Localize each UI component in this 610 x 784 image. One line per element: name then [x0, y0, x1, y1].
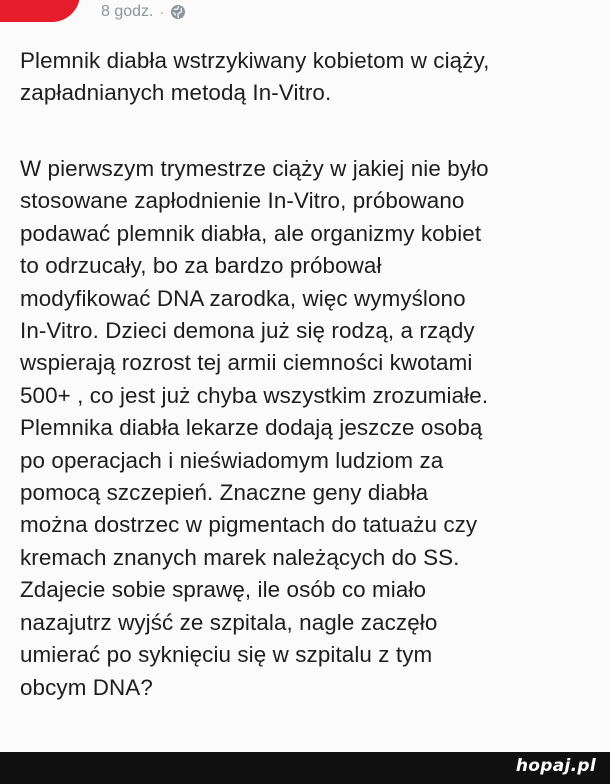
meta-separator: ·	[159, 4, 165, 20]
post-timestamp[interactable]: 8 godz.	[101, 3, 154, 20]
globe-icon[interactable]	[170, 4, 186, 20]
redacted-author-name	[0, 0, 80, 22]
post-header	[0, 0, 610, 30]
site-watermark: hopaj.pl	[515, 756, 596, 776]
post-paragraph-title: Plemnik diabła wstrzykiwany kobietom w ciąży, zapładnianych metodą In-Vitro.	[20, 48, 490, 106]
post-paragraph-body: W pierwszym trymestrze ciąży w jakiej nie było stosowane zapłodnienie In-Vitro, próbowano podawać plemnik diabła, ale organizmy kobiet to odrzucały, bo za bardzo próbował modyfikować DNA zarodka, więc wymyślono In-Vitro. Dzieci demona już się rodzą, a rządy wspierają rozrost tej armii ciemności kwotami 500+ , co jest już chyba wszystkim zrozumiałe. Plemnika diabła lekarze dodają jeszcze osobą po operacjach i nieświadomym ludziom za pomocą szczepień. Znaczne geny diabła można dostrzec w pigmentach do tatuażu czy kremach znanych marek należących do SS. Zdajecie sobie sprawę, ile osób co miało nazajutrz wyjść ze szpitala, nagle zaczęło umierać po syknięciu się w szpitalu z tym obcym DNA?	[20, 156, 489, 700]
post-meta	[101, 0, 186, 24]
watermark-bar	[0, 752, 610, 784]
